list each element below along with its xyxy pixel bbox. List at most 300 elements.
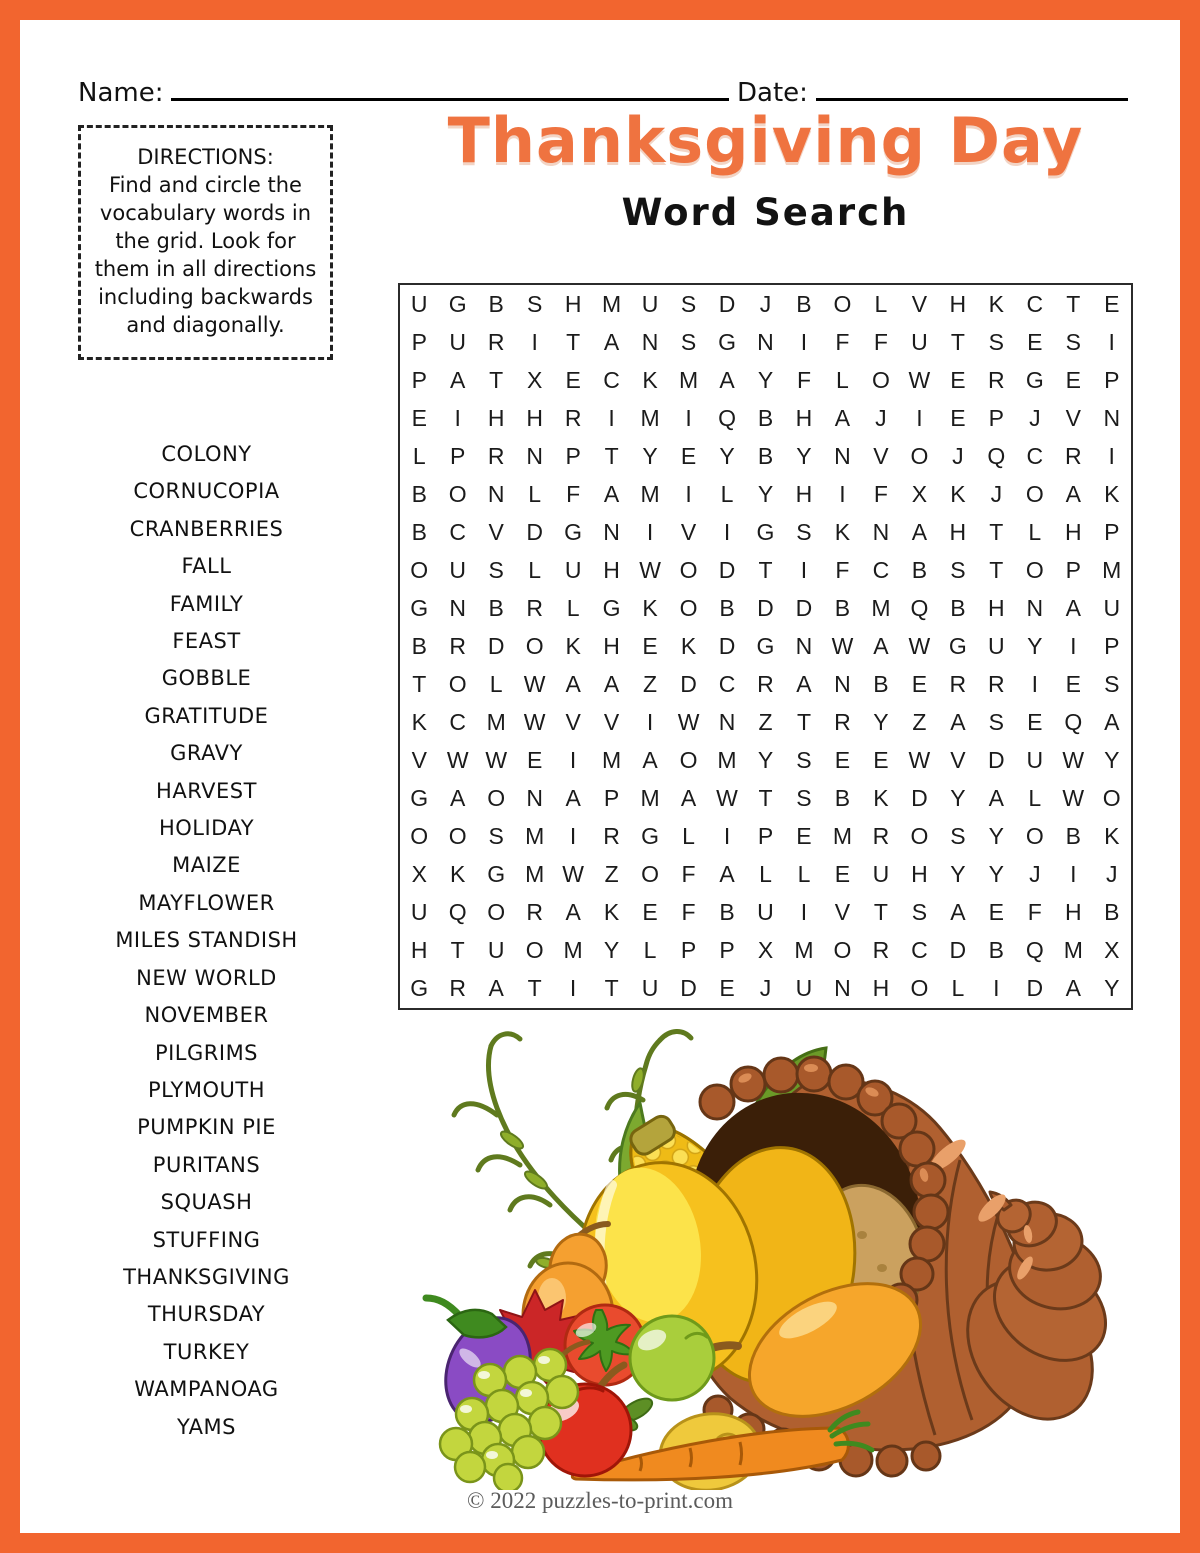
grid-cell-r10c12[interactable]: W bbox=[831, 632, 854, 659]
date-field[interactable] bbox=[737, 72, 1128, 108]
grid-cell-r10c9[interactable]: D bbox=[718, 632, 736, 659]
grid-cell-r14c13[interactable]: K bbox=[873, 785, 889, 812]
grid-cell-r15c14[interactable]: O bbox=[910, 823, 929, 850]
grid-cell-r17c17[interactable]: F bbox=[1027, 899, 1042, 926]
grid-cell-r3c6[interactable]: C bbox=[603, 366, 620, 393]
grid-cell-r14c19[interactable]: O bbox=[1102, 785, 1121, 812]
grid-cell-r14c14[interactable]: D bbox=[911, 785, 928, 812]
grid-cell-r10c14[interactable]: W bbox=[908, 632, 931, 659]
grid-cell-r9c17[interactable]: N bbox=[1026, 594, 1044, 621]
grid-cell-r14c18[interactable]: W bbox=[1062, 785, 1085, 812]
grid-cell-r3c7[interactable]: K bbox=[642, 366, 658, 393]
grid-cell-r18c6[interactable]: Y bbox=[603, 937, 620, 964]
grid-cell-r18c11[interactable]: M bbox=[794, 937, 814, 964]
grid-cell-r1c15[interactable]: H bbox=[949, 290, 967, 317]
grid-cell-r8c13[interactable]: C bbox=[872, 556, 890, 583]
grid-cell-r7c9[interactable]: I bbox=[723, 518, 731, 545]
grid-cell-r4c4[interactable]: H bbox=[526, 404, 543, 431]
grid-cell-r2c11[interactable]: I bbox=[800, 328, 808, 355]
grid-cell-r15c16[interactable]: Y bbox=[988, 823, 1004, 850]
grid-cell-r7c12[interactable]: K bbox=[834, 518, 851, 545]
grid-cell-r2c19[interactable]: I bbox=[1108, 328, 1115, 355]
grid-cell-r9c6[interactable]: G bbox=[602, 594, 621, 621]
grid-cell-r1c3[interactable]: B bbox=[488, 290, 504, 317]
grid-cell-r14c15[interactable]: Y bbox=[950, 785, 966, 812]
grid-cell-r13c2[interactable]: W bbox=[446, 747, 469, 774]
grid-cell-r7c5[interactable]: G bbox=[564, 518, 583, 545]
grid-cell-r4c2[interactable]: I bbox=[454, 404, 461, 431]
grid-cell-r15c11[interactable]: E bbox=[796, 823, 812, 850]
grid-cell-r6c10[interactable]: Y bbox=[757, 480, 774, 507]
grid-cell-r19c3[interactable]: A bbox=[488, 975, 504, 1002]
grid-cell-r17c3[interactable]: O bbox=[487, 899, 506, 926]
grid-cell-r4c17[interactable]: J bbox=[1029, 404, 1041, 431]
grid-cell-r6c16[interactable]: J bbox=[990, 480, 1003, 507]
grid-cell-r17c10[interactable]: U bbox=[757, 899, 774, 926]
grid-cell-r19c14[interactable]: O bbox=[910, 975, 929, 1002]
grid-cell-r5c18[interactable]: R bbox=[1064, 442, 1082, 469]
grid-cell-r14c3[interactable]: O bbox=[487, 785, 506, 812]
grid-cell-r14c16[interactable]: A bbox=[988, 785, 1004, 812]
grid-cell-r15c4[interactable]: M bbox=[525, 823, 545, 850]
grid-cell-r2c3[interactable]: R bbox=[487, 328, 505, 355]
grid-cell-r12c6[interactable]: V bbox=[603, 709, 620, 736]
grid-cell-r4c1[interactable]: E bbox=[411, 404, 427, 431]
grid-cell-r17c12[interactable]: V bbox=[834, 899, 851, 926]
grid-cell-r4c3[interactable]: H bbox=[487, 404, 505, 431]
grid-cell-r10c15[interactable]: G bbox=[948, 632, 967, 659]
grid-cell-r13c7[interactable]: A bbox=[642, 747, 658, 774]
grid-cell-r5c14[interactable]: O bbox=[910, 442, 929, 469]
grid-cell-r13c18[interactable]: W bbox=[1062, 747, 1085, 774]
grid-cell-r14c17[interactable]: L bbox=[1028, 785, 1042, 812]
grid-cell-r9c18[interactable]: A bbox=[1065, 594, 1081, 621]
grid-cell-r11c5[interactable]: A bbox=[565, 671, 581, 698]
name-field[interactable] bbox=[78, 72, 729, 108]
grid-cell-r8c8[interactable]: O bbox=[679, 556, 698, 583]
grid-cell-r15c1[interactable]: O bbox=[410, 823, 429, 850]
grid-cell-r4c13[interactable]: J bbox=[875, 404, 887, 431]
grid-cell-r3c5[interactable]: E bbox=[565, 366, 581, 393]
grid-cell-r19c6[interactable]: T bbox=[604, 975, 619, 1002]
grid-cell-r14c2[interactable]: A bbox=[450, 785, 466, 812]
grid-cell-r4c5[interactable]: R bbox=[564, 404, 582, 431]
grid-cell-r6c2[interactable]: O bbox=[448, 480, 467, 507]
grid-cell-r19c2[interactable]: R bbox=[449, 975, 467, 1002]
grid-cell-r15c8[interactable]: L bbox=[682, 823, 695, 850]
grid-cell-r7c1[interactable]: B bbox=[411, 518, 427, 545]
grid-cell-r11c16[interactable]: R bbox=[988, 671, 1005, 698]
grid-cell-r8c17[interactable]: O bbox=[1025, 556, 1044, 583]
grid-cell-r12c12[interactable]: R bbox=[834, 709, 851, 736]
grid-cell-r13c4[interactable]: E bbox=[526, 747, 543, 774]
grid-cell-r1c14[interactable]: V bbox=[911, 290, 928, 317]
grid-cell-r3c12[interactable]: L bbox=[836, 366, 849, 393]
grid-cell-r11c4[interactable]: W bbox=[523, 671, 546, 698]
grid-cell-r18c7[interactable]: L bbox=[643, 937, 657, 964]
grid-cell-r15c13[interactable]: R bbox=[872, 823, 890, 850]
grid-cell-r4c7[interactable]: M bbox=[640, 404, 660, 431]
grid-cell-r8c7[interactable]: W bbox=[639, 556, 661, 583]
grid-cell-r2c2[interactable]: U bbox=[449, 328, 467, 355]
grid-cell-r3c4[interactable]: X bbox=[526, 366, 543, 393]
grid-cell-r3c13[interactable]: O bbox=[871, 366, 890, 393]
grid-cell-r5c7[interactable]: Y bbox=[642, 442, 658, 469]
grid-cell-r13c12[interactable]: E bbox=[834, 747, 851, 774]
grid-cell-r18c13[interactable]: R bbox=[872, 937, 890, 964]
grid-cell-r4c10[interactable]: B bbox=[757, 404, 774, 431]
grid-cell-r12c1[interactable]: K bbox=[411, 709, 427, 736]
grid-cell-r19c15[interactable]: L bbox=[951, 975, 965, 1002]
grid-cell-r2c10[interactable]: N bbox=[757, 328, 774, 355]
grid-cell-r1c6[interactable]: M bbox=[602, 290, 622, 317]
grid-cell-r16c7[interactable]: O bbox=[641, 861, 660, 888]
grid-cell-r19c9[interactable]: E bbox=[719, 975, 735, 1002]
grid-cell-r16c11[interactable]: L bbox=[797, 861, 811, 888]
grid-cell-r17c16[interactable]: E bbox=[988, 899, 1004, 926]
grid-cell-r13c15[interactable]: V bbox=[950, 747, 966, 774]
grid-cell-r16c3[interactable]: G bbox=[487, 861, 506, 888]
grid-cell-r12c2[interactable]: C bbox=[449, 709, 467, 736]
grid-cell-r17c6[interactable]: K bbox=[603, 899, 620, 926]
grid-cell-r6c17[interactable]: O bbox=[1025, 480, 1044, 507]
grid-cell-r2c16[interactable]: S bbox=[988, 328, 1004, 355]
grid-cell-r10c5[interactable]: K bbox=[565, 632, 581, 659]
grid-cell-r12c8[interactable]: W bbox=[677, 709, 700, 736]
grid-cell-r12c7[interactable]: I bbox=[646, 709, 654, 736]
grid-cell-r5c19[interactable]: I bbox=[1108, 442, 1115, 469]
grid-cell-r5c6[interactable]: T bbox=[604, 442, 619, 469]
grid-cell-r17c4[interactable]: R bbox=[526, 899, 543, 926]
grid-cell-r11c17[interactable]: I bbox=[1031, 671, 1038, 698]
grid-cell-r16c6[interactable]: Z bbox=[604, 861, 619, 888]
grid-cell-r12c9[interactable]: N bbox=[718, 709, 736, 736]
grid-cell-r19c10[interactable]: J bbox=[759, 975, 772, 1002]
grid-cell-r8c1[interactable]: O bbox=[410, 556, 429, 583]
grid-cell-r3c9[interactable]: A bbox=[719, 366, 735, 393]
grid-cell-r13c8[interactable]: O bbox=[679, 747, 698, 774]
grid-cell-r9c3[interactable]: B bbox=[488, 594, 504, 621]
grid-cell-r1c17[interactable]: C bbox=[1026, 290, 1044, 317]
grid-cell-r10c3[interactable]: D bbox=[487, 632, 505, 659]
grid-cell-r10c11[interactable]: N bbox=[795, 632, 813, 659]
grid-cell-r16c1[interactable]: X bbox=[411, 861, 427, 888]
grid-cell-r3c16[interactable]: R bbox=[988, 366, 1005, 393]
grid-cell-r4c16[interactable]: P bbox=[988, 404, 1004, 431]
grid-cell-r9c19[interactable]: U bbox=[1103, 594, 1121, 621]
grid-cell-r6c19[interactable]: K bbox=[1104, 480, 1120, 507]
grid-cell-r5c11[interactable]: Y bbox=[796, 442, 812, 469]
grid-cell-r11c10[interactable]: R bbox=[757, 671, 774, 698]
grid-cell-r9c12[interactable]: B bbox=[834, 594, 851, 621]
grid-cell-r1c8[interactable]: S bbox=[680, 290, 697, 317]
grid-cell-r10c13[interactable]: A bbox=[873, 632, 889, 659]
grid-cell-r7c7[interactable]: I bbox=[646, 518, 654, 545]
grid-cell-r5c2[interactable]: P bbox=[450, 442, 466, 469]
grid-cell-r16c4[interactable]: M bbox=[525, 861, 545, 888]
grid-cell-r8c2[interactable]: U bbox=[449, 556, 467, 583]
grid-cell-r1c16[interactable]: K bbox=[988, 290, 1004, 317]
grid-cell-r18c14[interactable]: C bbox=[911, 937, 928, 964]
grid-cell-r18c10[interactable]: X bbox=[757, 937, 774, 964]
grid-cell-r17c8[interactable]: F bbox=[681, 899, 696, 926]
grid-cell-r7c3[interactable]: V bbox=[488, 518, 504, 545]
grid-cell-r18c1[interactable]: H bbox=[410, 937, 428, 964]
grid-cell-r13c14[interactable]: W bbox=[908, 747, 931, 774]
grid-cell-r7c14[interactable]: A bbox=[911, 518, 928, 545]
grid-cell-r19c11[interactable]: U bbox=[795, 975, 813, 1002]
grid-cell-r2c18[interactable]: S bbox=[1065, 328, 1081, 355]
grid-cell-r8c9[interactable]: D bbox=[718, 556, 736, 583]
grid-cell-r11c19[interactable]: S bbox=[1104, 671, 1120, 698]
grid-cell-r16c9[interactable]: A bbox=[719, 861, 735, 888]
grid-cell-r9c4[interactable]: R bbox=[526, 594, 543, 621]
grid-cell-r19c19[interactable]: Y bbox=[1104, 975, 1120, 1002]
grid-cell-r4c14[interactable]: I bbox=[916, 404, 923, 431]
grid-cell-r6c13[interactable]: F bbox=[873, 480, 888, 507]
grid-cell-r19c1[interactable]: G bbox=[410, 975, 429, 1002]
grid-cell-r12c4[interactable]: W bbox=[523, 709, 546, 736]
grid-cell-r12c13[interactable]: Y bbox=[873, 709, 889, 736]
grid-cell-r2c6[interactable]: A bbox=[603, 328, 620, 355]
grid-cell-r3c11[interactable]: F bbox=[796, 366, 811, 393]
grid-cell-r1c10[interactable]: J bbox=[759, 290, 772, 317]
grid-cell-r11c8[interactable]: D bbox=[680, 671, 697, 698]
grid-cell-r15c3[interactable]: S bbox=[488, 823, 504, 850]
grid-cell-r3c14[interactable]: W bbox=[908, 366, 931, 393]
grid-cell-r10c4[interactable]: O bbox=[525, 632, 544, 659]
grid-cell-r1c11[interactable]: B bbox=[796, 290, 812, 317]
grid-cell-r7c15[interactable]: H bbox=[949, 518, 967, 545]
grid-cell-r10c7[interactable]: E bbox=[642, 632, 658, 659]
grid-cell-r5c17[interactable]: C bbox=[1026, 442, 1044, 469]
grid-cell-r5c4[interactable]: N bbox=[526, 442, 543, 469]
grid-cell-r9c8[interactable]: O bbox=[679, 594, 698, 621]
grid-cell-r8c12[interactable]: F bbox=[835, 556, 850, 583]
grid-cell-r10c17[interactable]: Y bbox=[1027, 632, 1043, 659]
grid-cell-r15c10[interactable]: P bbox=[757, 823, 774, 850]
grid-cell-r12c19[interactable]: A bbox=[1104, 709, 1120, 736]
grid-cell-r8c15[interactable]: S bbox=[950, 556, 966, 583]
grid-cell-r19c5[interactable]: I bbox=[569, 975, 577, 1002]
grid-cell-r5c9[interactable]: Y bbox=[719, 442, 735, 469]
grid-cell-r10c10[interactable]: G bbox=[756, 632, 775, 659]
grid-cell-r18c16[interactable]: B bbox=[988, 937, 1004, 964]
grid-cell-r13c11[interactable]: S bbox=[796, 747, 812, 774]
grid-cell-r8c5[interactable]: U bbox=[564, 556, 582, 583]
grid-cell-r17c19[interactable]: B bbox=[1104, 899, 1120, 926]
grid-cell-r12c14[interactable]: Z bbox=[912, 709, 927, 736]
grid-cell-r10c1[interactable]: B bbox=[411, 632, 427, 659]
grid-cell-r11c7[interactable]: Z bbox=[643, 671, 658, 698]
grid-cell-r4c6[interactable]: I bbox=[608, 404, 615, 431]
grid-cell-r10c18[interactable]: I bbox=[1070, 632, 1077, 659]
grid-cell-r7c19[interactable]: P bbox=[1104, 518, 1120, 545]
grid-cell-r10c16[interactable]: U bbox=[988, 632, 1005, 659]
grid-cell-r6c6[interactable]: A bbox=[603, 480, 620, 507]
grid-cell-r11c15[interactable]: R bbox=[949, 671, 967, 698]
grid-cell-r17c18[interactable]: H bbox=[1064, 899, 1082, 926]
grid-cell-r1c12[interactable]: O bbox=[833, 290, 852, 317]
grid-cell-r16c16[interactable]: Y bbox=[988, 861, 1004, 888]
grid-cell-r9c15[interactable]: B bbox=[950, 594, 966, 621]
grid-cell-r9c9[interactable]: B bbox=[719, 594, 735, 621]
grid-cell-r2c12[interactable]: F bbox=[835, 328, 850, 355]
grid-cell-r2c1[interactable]: P bbox=[411, 328, 427, 355]
grid-cell-r7c8[interactable]: V bbox=[680, 518, 697, 545]
grid-cell-r18c17[interactable]: Q bbox=[1025, 937, 1044, 964]
grid-cell-r6c11[interactable]: H bbox=[795, 480, 813, 507]
grid-cell-r13c19[interactable]: Y bbox=[1104, 747, 1120, 774]
grid-cell-r13c5[interactable]: I bbox=[569, 747, 577, 774]
grid-cell-r12c18[interactable]: Q bbox=[1064, 709, 1083, 736]
grid-cell-r17c14[interactable]: S bbox=[911, 899, 928, 926]
grid-cell-r5c15[interactable]: J bbox=[952, 442, 964, 469]
grid-cell-r8c3[interactable]: S bbox=[488, 556, 504, 583]
grid-cell-r5c1[interactable]: L bbox=[412, 442, 426, 469]
grid-cell-r19c8[interactable]: D bbox=[680, 975, 697, 1002]
grid-cell-r7c4[interactable]: D bbox=[526, 518, 543, 545]
grid-cell-r9c16[interactable]: H bbox=[988, 594, 1005, 621]
grid-cell-r9c11[interactable]: D bbox=[795, 594, 813, 621]
grid-cell-r12c15[interactable]: A bbox=[950, 709, 966, 736]
grid-cell-r3c17[interactable]: G bbox=[1025, 366, 1044, 393]
grid-cell-r16c13[interactable]: U bbox=[872, 861, 890, 888]
grid-cell-r4c15[interactable]: E bbox=[950, 404, 966, 431]
grid-cell-r18c8[interactable]: P bbox=[680, 937, 697, 964]
grid-cell-r16c14[interactable]: H bbox=[911, 861, 928, 888]
grid-cell-r9c14[interactable]: Q bbox=[910, 594, 929, 621]
grid-cell-r2c14[interactable]: U bbox=[911, 328, 928, 355]
grid-cell-r9c2[interactable]: N bbox=[449, 594, 467, 621]
grid-cell-r19c16[interactable]: I bbox=[993, 975, 1000, 1002]
grid-cell-r11c14[interactable]: E bbox=[911, 671, 928, 698]
grid-cell-r5c12[interactable]: N bbox=[834, 442, 851, 469]
grid-cell-r18c3[interactable]: U bbox=[487, 937, 505, 964]
grid-cell-r18c15[interactable]: D bbox=[949, 937, 967, 964]
grid-cell-r9c10[interactable]: D bbox=[757, 594, 774, 621]
grid-cell-r11c11[interactable]: A bbox=[796, 671, 812, 698]
grid-cell-r14c6[interactable]: P bbox=[603, 785, 620, 812]
grid-cell-r13c6[interactable]: M bbox=[602, 747, 622, 774]
grid-cell-r3c3[interactable]: T bbox=[489, 366, 504, 393]
grid-cell-r18c19[interactable]: X bbox=[1104, 937, 1120, 964]
grid-cell-r6c5[interactable]: F bbox=[566, 480, 581, 507]
grid-cell-r4c18[interactable]: V bbox=[1065, 404, 1081, 431]
grid-cell-r10c2[interactable]: R bbox=[449, 632, 467, 659]
grid-cell-r19c4[interactable]: T bbox=[527, 975, 542, 1002]
grid-cell-r14c8[interactable]: A bbox=[680, 785, 697, 812]
grid-cell-r18c4[interactable]: O bbox=[525, 937, 544, 964]
grid-cell-r15c6[interactable]: R bbox=[603, 823, 620, 850]
grid-cell-r7c10[interactable]: G bbox=[756, 518, 775, 545]
grid-cell-r2c17[interactable]: E bbox=[1027, 328, 1043, 355]
grid-cell-r14c4[interactable]: N bbox=[526, 785, 543, 812]
grid-cell-r12c5[interactable]: V bbox=[565, 709, 581, 736]
grid-cell-r19c12[interactable]: N bbox=[834, 975, 851, 1002]
grid-cell-r15c9[interactable]: I bbox=[723, 823, 731, 850]
grid-cell-r8c18[interactable]: P bbox=[1065, 556, 1081, 583]
grid-cell-r1c13[interactable]: L bbox=[874, 290, 888, 317]
grid-cell-r12c16[interactable]: S bbox=[988, 709, 1004, 736]
grid-cell-r5c5[interactable]: P bbox=[565, 442, 581, 469]
grid-cell-r11c3[interactable]: L bbox=[489, 671, 503, 698]
grid-cell-r17c7[interactable]: E bbox=[642, 899, 658, 926]
grid-cell-r6c4[interactable]: L bbox=[528, 480, 542, 507]
grid-cell-r16c19[interactable]: J bbox=[1106, 861, 1118, 888]
grid-cell-r7c2[interactable]: C bbox=[449, 518, 467, 545]
grid-cell-r6c12[interactable]: I bbox=[839, 480, 846, 507]
grid-cell-r5c10[interactable]: B bbox=[757, 442, 774, 469]
grid-cell-r6c9[interactable]: L bbox=[720, 480, 734, 507]
grid-cell-r15c5[interactable]: I bbox=[569, 823, 577, 850]
grid-cell-r14c10[interactable]: T bbox=[758, 785, 773, 812]
grid-cell-r8c14[interactable]: B bbox=[911, 556, 928, 583]
grid-cell-r15c19[interactable]: K bbox=[1104, 823, 1120, 850]
grid-cell-r4c19[interactable]: N bbox=[1103, 404, 1121, 431]
grid-cell-r16c18[interactable]: I bbox=[1070, 861, 1077, 888]
grid-cell-r19c7[interactable]: U bbox=[641, 975, 659, 1002]
grid-cell-r6c15[interactable]: K bbox=[950, 480, 966, 507]
grid-cell-r15c7[interactable]: G bbox=[641, 823, 660, 850]
grid-cell-r15c2[interactable]: O bbox=[448, 823, 467, 850]
grid-cell-r4c12[interactable]: A bbox=[834, 404, 851, 431]
grid-cell-r16c5[interactable]: W bbox=[562, 861, 584, 888]
grid-cell-r7c6[interactable]: N bbox=[603, 518, 620, 545]
name-input-line[interactable] bbox=[171, 72, 729, 101]
grid-cell-r8c10[interactable]: T bbox=[758, 556, 773, 583]
grid-cell-r16c15[interactable]: Y bbox=[950, 861, 966, 888]
grid-cell-r13c1[interactable]: V bbox=[411, 747, 427, 774]
grid-cell-r8c6[interactable]: H bbox=[603, 556, 620, 583]
grid-cell-r1c7[interactable]: U bbox=[641, 290, 659, 317]
grid-cell-r13c9[interactable]: M bbox=[717, 747, 737, 774]
grid-cell-r3c8[interactable]: M bbox=[678, 366, 699, 393]
grid-cell-r13c3[interactable]: W bbox=[485, 747, 508, 774]
grid-cell-r14c12[interactable]: B bbox=[834, 785, 851, 812]
grid-cell-r11c12[interactable]: N bbox=[834, 671, 851, 698]
grid-cell-r1c5[interactable]: H bbox=[564, 290, 582, 317]
grid-cell-r10c19[interactable]: P bbox=[1104, 632, 1120, 659]
grid-cell-r18c2[interactable]: T bbox=[450, 937, 465, 964]
grid-cell-r14c1[interactable]: G bbox=[410, 785, 429, 812]
grid-cell-r18c18[interactable]: M bbox=[1063, 937, 1083, 964]
grid-cell-r15c15[interactable]: S bbox=[950, 823, 966, 850]
grid-cell-r5c3[interactable]: R bbox=[487, 442, 505, 469]
grid-cell-r7c18[interactable]: H bbox=[1064, 518, 1082, 545]
grid-cell-r3c1[interactable]: P bbox=[411, 366, 427, 393]
grid-cell-r12c10[interactable]: Z bbox=[758, 709, 773, 736]
grid-cell-r8c4[interactable]: L bbox=[528, 556, 542, 583]
grid-cell-r14c7[interactable]: M bbox=[640, 785, 660, 812]
grid-cell-r9c5[interactable]: L bbox=[566, 594, 580, 621]
grid-cell-r14c9[interactable]: W bbox=[716, 785, 738, 812]
grid-cell-r13c17[interactable]: U bbox=[1026, 747, 1044, 774]
word-search-grid[interactable] bbox=[398, 283, 1133, 1010]
grid-cell-r6c3[interactable]: N bbox=[487, 480, 505, 507]
grid-cell-r19c18[interactable]: A bbox=[1065, 975, 1081, 1002]
grid-cell-r3c10[interactable]: Y bbox=[757, 366, 774, 393]
grid-cell-r2c8[interactable]: S bbox=[680, 328, 697, 355]
grid-cell-r4c9[interactable]: Q bbox=[718, 404, 736, 431]
grid-cell-r3c2[interactable]: A bbox=[450, 366, 466, 393]
grid-cell-r6c8[interactable]: I bbox=[685, 480, 692, 507]
grid-cell-r8c11[interactable]: I bbox=[800, 556, 808, 583]
grid-cell-r2c5[interactable]: T bbox=[566, 328, 581, 355]
grid-cell-r9c1[interactable]: G bbox=[410, 594, 429, 621]
grid-cell-r10c8[interactable]: K bbox=[680, 632, 697, 659]
grid-cell-r15c17[interactable]: O bbox=[1025, 823, 1044, 850]
